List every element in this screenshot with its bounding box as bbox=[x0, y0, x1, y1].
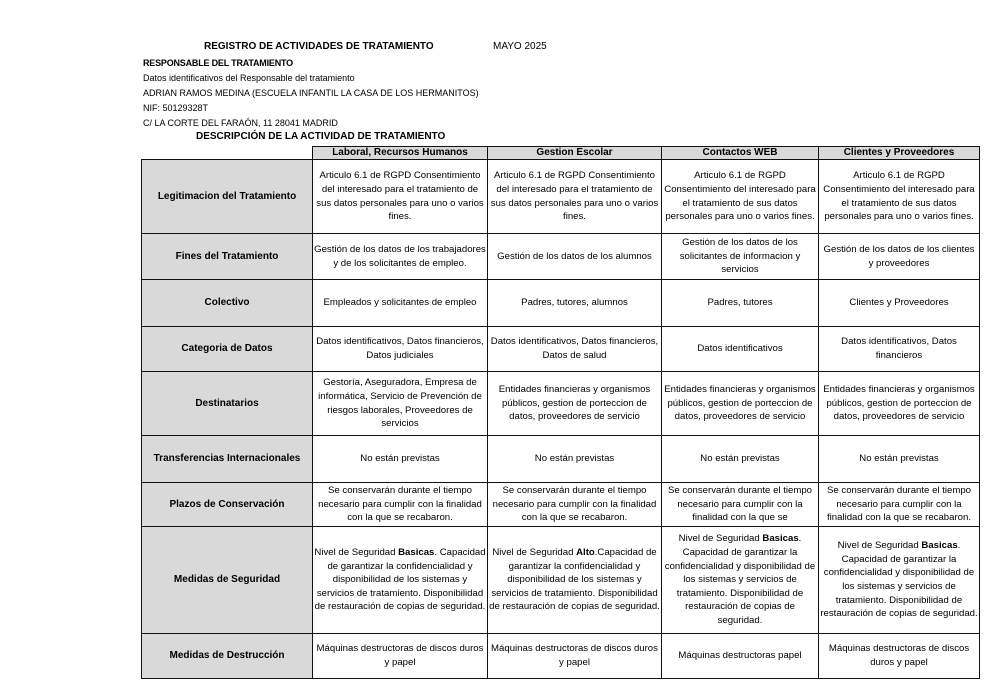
table-cell: Gestoría, Aseguradora, Empresa de informática, Servicio de Prevención de riesgos laborales, Proveedores de servicios bbox=[313, 372, 488, 436]
table-cell: Entidades financieras y organismos públicos, gestion de porteccion de datos, proveedores de servicio bbox=[488, 372, 662, 436]
security-level-description: .Capacidad de garantizar la confidencialidad y disponibilidad de los sistemas y servicios de tratamiento. Disponibilidad de restauración de copias de seguridad. bbox=[489, 547, 660, 613]
table-cell: Gestión de los datos de los trabajadores y de los solicitantes de empleo. bbox=[313, 234, 488, 280]
document-title: REGISTRO DE ACTIVIDADES DE TRATAMIENTO bbox=[204, 41, 434, 52]
table-cell: Se conservarán durante el tiempo necesario para cumplir con la finalidad con la que se recabaron. bbox=[313, 483, 488, 527]
table-row bbox=[142, 634, 980, 679]
responsible-line: Datos identificativos del Responsable del tratamiento bbox=[143, 73, 355, 83]
table-cell: Se conservarán durante el tiempo necesario para cumplir con la finalidad con la que se bbox=[662, 483, 819, 527]
table-row bbox=[142, 436, 980, 483]
security-level-value: Alto bbox=[576, 547, 595, 559]
responsible-address: C/ LA CORTE DEL FARAÓN, 11 28041 MADRID bbox=[143, 118, 338, 128]
table-row bbox=[142, 234, 980, 280]
security-level-description: . Capacidad de garantizar la confidencialidad y disponibilidad de los sistemas y servicios de tratamiento. Disponibilidad de restauración de copias de seguridad. bbox=[314, 547, 486, 613]
table-cell bbox=[819, 527, 980, 634]
table-cell: Máquinas destructoras de discos duros y papel bbox=[488, 634, 662, 679]
table-cell: Se conservarán durante el tiempo necesario para cumplir con la finalidad con la que se recabaron. bbox=[488, 483, 662, 527]
table-cell: Gestión de los datos de los solicitantes de informacion y servicios bbox=[662, 234, 819, 280]
responsible-heading: RESPONSABLE DEL TRATAMIENTO bbox=[143, 58, 293, 68]
security-level-prefix: Nivel de Seguridad bbox=[492, 547, 577, 559]
table-cell: Padres, tutores, alumnos bbox=[488, 280, 662, 327]
column-header: Clientes y Proveedores bbox=[819, 147, 980, 160]
table-cell: Padres, tutores bbox=[662, 280, 819, 327]
table-cell bbox=[662, 527, 819, 634]
column-header: Contactos WEB bbox=[662, 147, 819, 160]
table-cell: Empleados y solicitantes de empleo bbox=[313, 280, 488, 327]
table-cell: Máquinas destructoras de discos duros y papel bbox=[819, 634, 980, 679]
security-level-value: Basicas bbox=[762, 533, 799, 545]
table-cell: Datos identificativos bbox=[662, 327, 819, 372]
table-cell: Articulo 6.1 de RGPD Consentimiento del interesado para el tratamiento de sus datos personales para uno o varios fines. bbox=[662, 160, 819, 234]
table-cell: No están previstas bbox=[662, 436, 819, 483]
table-cell bbox=[488, 527, 662, 634]
security-level-prefix: Nivel de Seguridad bbox=[837, 540, 922, 552]
corner-cell bbox=[142, 147, 313, 160]
table-row bbox=[142, 527, 980, 634]
table-cell: No están previstas bbox=[819, 436, 980, 483]
table-row bbox=[142, 483, 980, 527]
table-cell: Datos identificativos, Datos financieros bbox=[819, 327, 980, 372]
table-row bbox=[142, 327, 980, 372]
table-cell: Entidades financieras y organismos públicos, gestion de porteccion de datos, proveedores de servicio bbox=[819, 372, 980, 436]
table-cell: Datos identificativos, Datos financieros, Datos de salud bbox=[488, 327, 662, 372]
document-date: MAYO 2025 bbox=[493, 41, 547, 52]
table-row bbox=[142, 372, 980, 436]
table-row bbox=[142, 160, 980, 234]
table-cell: Se conservarán durante el tiempo necesario para cumplir con la finalidad con la que se recabaron. bbox=[819, 483, 980, 527]
table-cell: Articulo 6.1 de RGPD Consentimiento del interesado para el tratamiento de sus datos personales para uno o varios fines. bbox=[488, 160, 662, 234]
security-level-prefix: Nivel de Seguridad bbox=[678, 533, 763, 545]
table-row bbox=[142, 280, 980, 327]
row-header: Plazos de Conservación bbox=[142, 483, 313, 527]
responsible-nif: NIF: 50129328T bbox=[143, 103, 209, 113]
row-header: Medidas de Seguridad bbox=[142, 527, 313, 634]
row-header: Destinatarios bbox=[142, 372, 313, 436]
table-cell: Clientes y Proveedores bbox=[819, 280, 980, 327]
table-cell: Datos identificativos, Datos financieros, Datos judiciales bbox=[313, 327, 488, 372]
table-cell: Articulo 6.1 de RGPD Consentimiento del interesado para el tratamiento de sus datos personales para uno o varios fines. bbox=[819, 160, 980, 234]
column-header: Laboral, Recursos Humanos bbox=[313, 147, 488, 160]
description-heading: DESCRIPCIÓN DE LA ACTIVIDAD DE TRATAMIENTO bbox=[196, 131, 446, 142]
row-header: Colectivo bbox=[142, 280, 313, 327]
table-header-row bbox=[142, 147, 980, 160]
table-cell: No están previstas bbox=[488, 436, 662, 483]
security-level-value: Basicas bbox=[921, 540, 958, 552]
table-cell: Máquinas destructoras de discos duros y papel bbox=[313, 634, 488, 679]
security-level-description: . Capacidad de garantizar la confidencialidad y disponibilidad de los sistemas y servicios de tratamiento. Disponibilidad de restauración de copias de seguridad. bbox=[664, 533, 816, 626]
column-header: Gestion Escolar bbox=[488, 147, 662, 160]
table-cell: Gestión de los datos de los alumnos bbox=[488, 234, 662, 280]
table-cell: Gestión de los datos de los clientes y proveedores bbox=[819, 234, 980, 280]
table-cell: Entidades financieras y organismos públicos, gestion de porteccion de datos, proveedores de servicio bbox=[662, 372, 819, 436]
security-level-description: . Capacidad de garantizar la confidencialidad y disponibilidad de los sistemas y servicios de tratamiento. Disponibilidad de restauración de copias de seguridad. bbox=[820, 540, 978, 620]
row-header: Categoria de Datos bbox=[142, 327, 313, 372]
security-level-value: Basicas bbox=[398, 547, 435, 559]
table-cell: Articulo 6.1 de RGPD Consentimiento del interesado para el tratamiento de sus datos personales para uno o varios fines. bbox=[313, 160, 488, 234]
row-header: Legitimacion del Tratamiento bbox=[142, 160, 313, 234]
table-cell bbox=[313, 527, 488, 634]
row-header: Medidas de Destrucción bbox=[142, 634, 313, 679]
security-level-prefix: Nivel de Seguridad bbox=[314, 547, 399, 559]
table-cell: Máquinas destructoras papel bbox=[662, 634, 819, 679]
table-cell: No están previstas bbox=[313, 436, 488, 483]
responsible-name: ADRIAN RAMOS MEDINA (ESCUELA INFANTIL LA CASA DE LOS HERMANITOS) bbox=[143, 88, 479, 98]
row-header: Fines del Tratamiento bbox=[142, 234, 313, 280]
treatment-activities-table bbox=[141, 146, 980, 679]
row-header: Transferencias Internacionales bbox=[142, 436, 313, 483]
